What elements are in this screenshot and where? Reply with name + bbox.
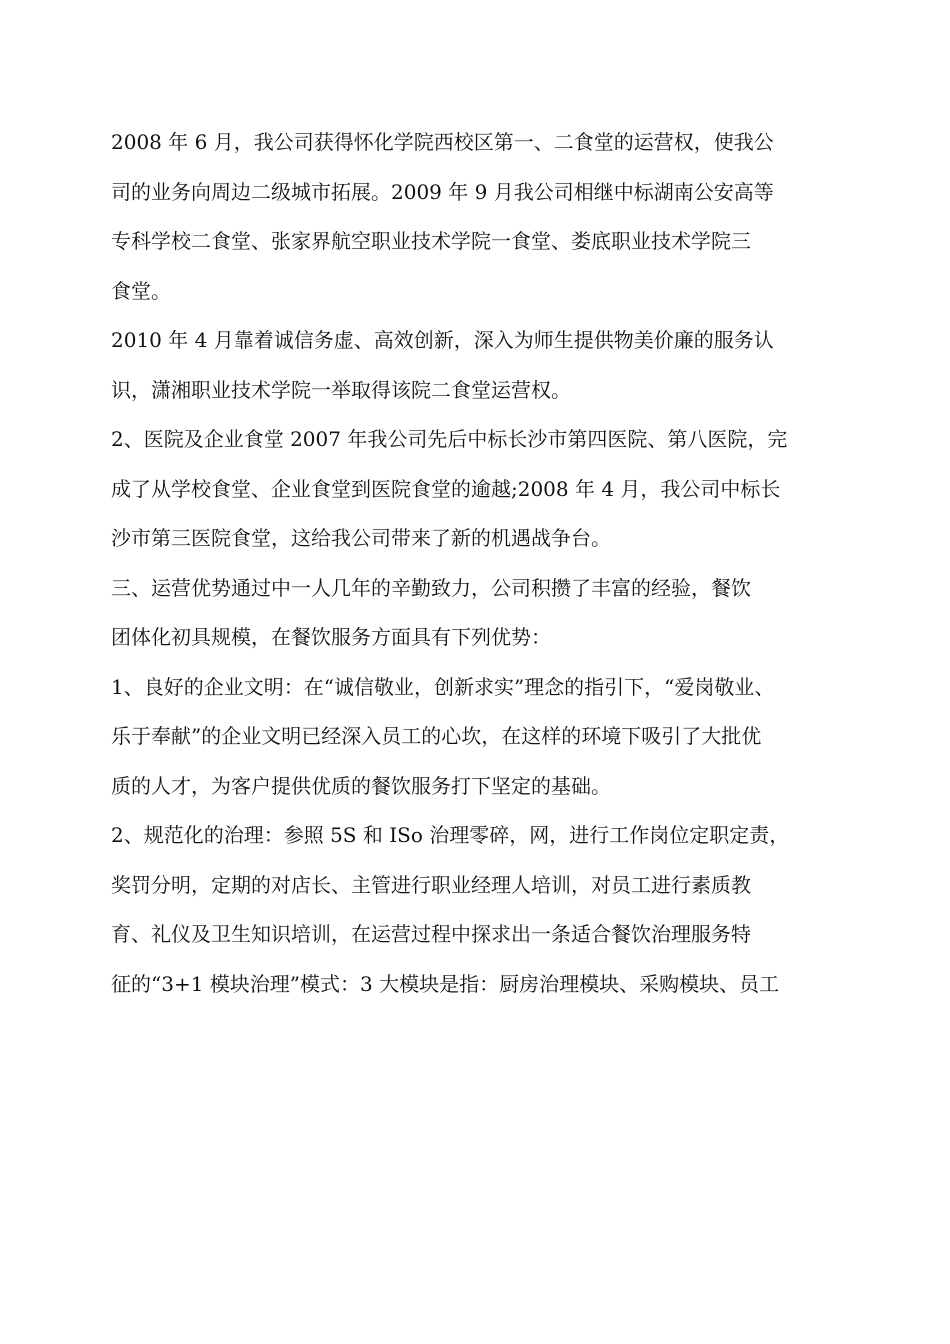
paragraph-hospital-canteens: [111, 415, 843, 564]
paragraph-standardized-management: [111, 811, 843, 1009]
text-line: 育、礼仪及卫生知识培训，在运营过程中探求出一条适合餐饮治理服务特: [111, 922, 751, 946]
document-body: [111, 118, 843, 1009]
text-line: 司的业务向周边二级城市拓展。2009 年 9 月我公司相继中标湖南公安高等: [111, 179, 774, 204]
text-line: 乐于奉献”的企业文明已经深入员工的心坎，在这样的环境下吸引了大批优: [111, 724, 762, 748]
text-line: 2008 年 6 月，我公司获得怀化学院西校区第一、二食堂的运营权，使我公: [111, 130, 774, 154]
section-operating-advantages: [111, 564, 843, 663]
text-line: 2、医院及企业食堂 2007 年我公司先后中标长沙市第四医院、第八医院，完: [111, 427, 788, 451]
text-line: 识，潇湘职业技术学院一举取得该院二食堂运营权。: [111, 377, 571, 402]
text-line: 2010 年 4 月靠着诚信务虚、高效创新，深入为师生提供物美价廉的服务认: [111, 328, 774, 352]
text-line: 沙市第三医院食堂，这给我公司带来了新的机遇战争台。: [111, 526, 611, 550]
paragraph-huaihua-canteen: [111, 118, 843, 316]
text-line: 团体化初具规模，在餐饮服务方面具有下列优势：: [111, 625, 551, 649]
text-line: 成了从学校食堂、企业食堂到医院食堂的逾越;2008 年 4 月，我公司中标长: [111, 476, 781, 501]
text-line: 1、良好的企业文明：在“诚信敬业，创新求实”理念的指引下，“爱岗敬业、: [111, 674, 775, 699]
text-line: 质的人才，为客户提供优质的餐饮服务打下坚定的基础。: [111, 773, 611, 798]
paragraph-xiaoxiang-canteen: [111, 316, 843, 415]
text-line: 2、规范化的治理：参照 5S 和 ISo 治理零碎，网，进行工作岗位定职定责，: [111, 823, 790, 847]
text-line: 食堂。: [111, 278, 171, 303]
text-line: 奖罚分明，定期的对店长、主管进行职业经理人培训，对员工进行素质教: [111, 872, 751, 897]
text-line: 征的“3+1 模块治理”模式：3 大模块是指：厨房治理模块、采购模块、员工: [111, 971, 780, 996]
paragraph-corporate-culture: [111, 663, 843, 812]
text-line: 专科学校二食堂、张家界航空职业技术学院一食堂、娄底职业技术学院三: [111, 229, 751, 253]
text-line: 三、运营优势通过中一人几年的辛勤致力，公司积攒了丰富的经验，餐饮: [111, 575, 751, 600]
